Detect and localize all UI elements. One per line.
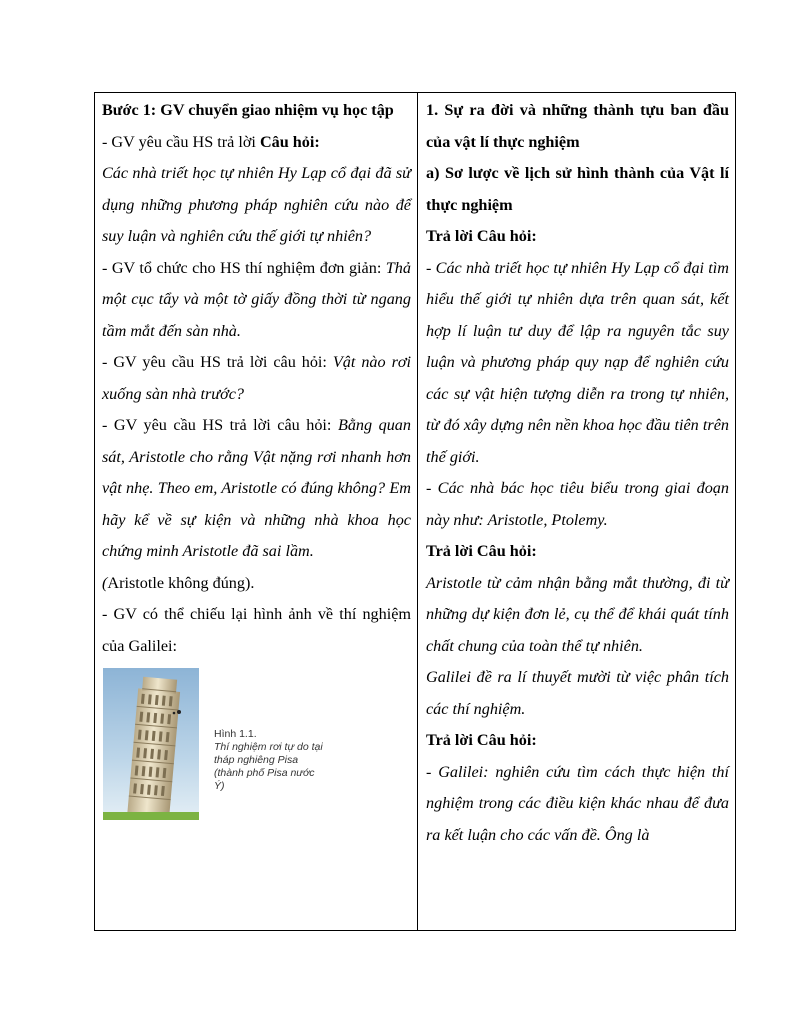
left-column [95,93,418,930]
paragraph-5: (Aristotle không đúng). [102,573,255,592]
paragraph-1: - GV yêu cầu HS trả lời Câu hỏi: [102,132,320,151]
answer-2a: Aristotle từ cảm nhận bằng mắt thường, đi từ những dự kiện đơn lẻ, cụ thể để khái quát tính chất chung của toàn thể tự nhiên. [426,573,729,655]
answer-3: - Galilei: nghiên cứu tìm cách thực hiện thí nghiệm trong các điều kiện khác nhau để đưa ra kết luận cho các vấn đề. Ông là [426,762,730,844]
heading-1: 1. Sự ra đời và những thành tựu ban đầu của vật lí thực nghiệm [426,101,729,151]
figure-caption: Hình 1.1. Thí nghiệm rơi tự do tại tháp nghiêng Pisa (thành phố Pisa nước Ý) [214,728,323,792]
paragraph-3: - GV yêu cầu HS trả lời câu hỏi: Vật nào rơi xuống sàn nhà trước? [102,353,411,403]
right-column [418,93,735,930]
lesson-table [94,92,736,931]
step-title: Bước 1: GV chuyển giao nhiệm vụ học tập [102,101,394,119]
answer-1b: - Các nhà bác học tiêu biểu trong giai đoạn này như: Aristotle, Ptolemy. [426,479,729,529]
paragraph-4: - GV yêu cầu HS trả lời câu hỏi: Bằng quan sát, Aristotle cho rằng Vật nặng rơi nhanh hơn vật nhẹ. Theo em, Aristotle có đúng không? Em hãy kể về sự kiện và những nhà khoa học chứng minh Aristotle đã sai lầm. [102,416,411,560]
answer-1a: - Các nhà triết học tự nhiên Hy Lạp cổ đại tìm hiểu thế giới tự nhiên dựa trên quan sát, kết hợp lí luận tư duy để lập ra nguyên tắc suy luận và phương pháp quy nạp để nghiên cứu các sự vật hiện tượng diễn ra trong tự nhiên, từ đó xây dựng nên nền khoa học đầu tiên trên thế giới. [426,258,729,466]
pisa-tower-image [103,668,203,826]
heading-2: a) Sơ lược về lịch sử hình thành của Vật lí thực nghiệm [426,164,729,214]
pisa-tower-figure [103,668,323,828]
question-1: Các nhà triết học tự nhiên Hy Lạp cổ đại đã sử dụng những phương pháp nghiên cứu nào để suy luận và nghiên cứu thế giới tự nhiên? [102,164,411,245]
answer-label-1: Trả lời Câu hỏi: [426,227,537,245]
answer-label-2: Trả lời Câu hỏi: [426,542,537,560]
answer-label-3: Trả lời Câu hỏi: [426,731,537,749]
answer-2b: Galilei đề ra lí thuyết mười từ việc phân tích các thí nghiệm. [426,668,729,718]
paragraph-2: - GV tổ chức cho HS thí nghiệm đơn giản: Thả một cục tẩy và một tờ giấy đồng thời từ ngang tầm mắt đến sàn nhà. [102,258,411,340]
paragraph-6: - GV có thể chiếu lại hình ảnh về thí nghiệm của Galilei: [102,605,411,655]
